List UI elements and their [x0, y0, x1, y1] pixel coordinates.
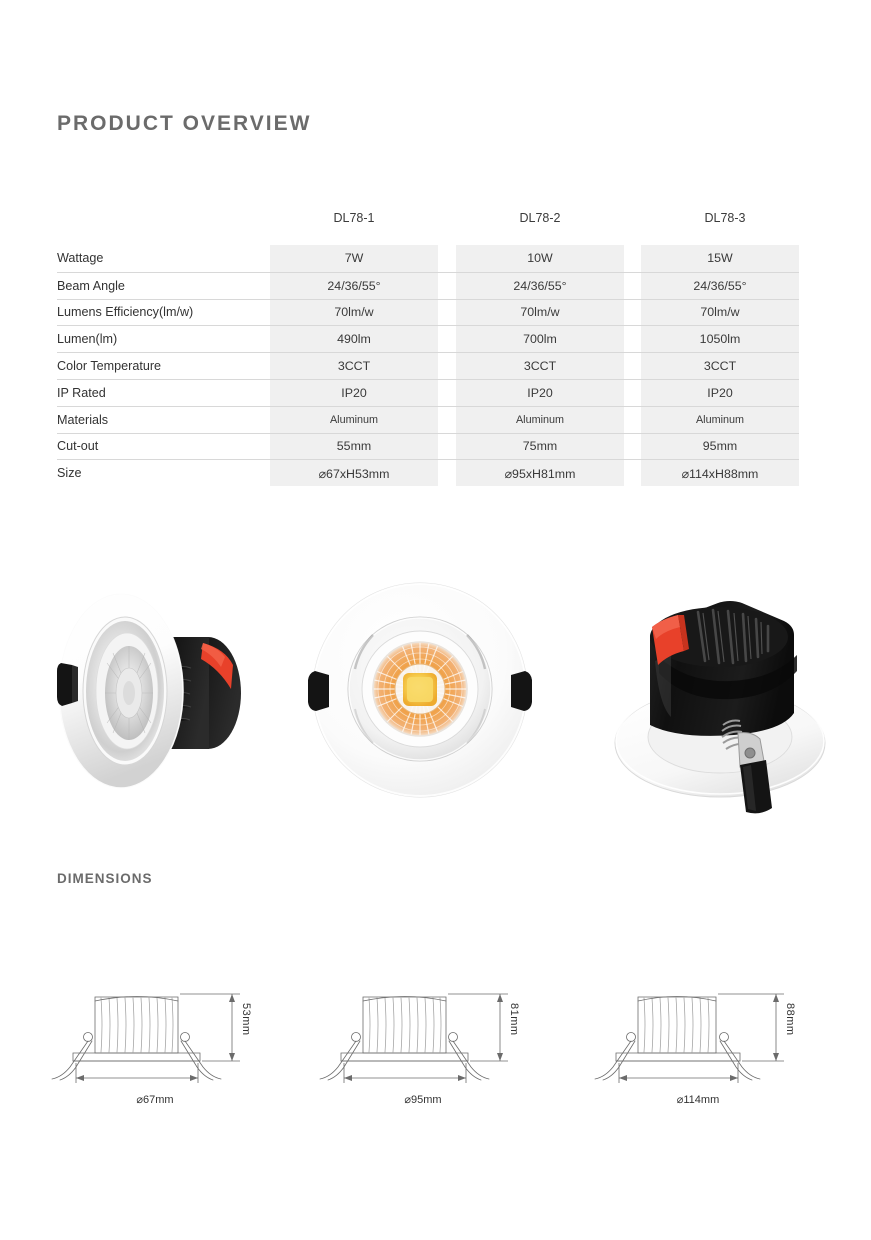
product-image-dl78-1 — [45, 565, 285, 815]
row-value-dl78-3: 1050lm — [641, 326, 799, 352]
product-image-dl78-2 — [285, 565, 555, 815]
table-column-headers — [57, 207, 799, 245]
spring-clip-left — [308, 671, 329, 711]
dimension-height-label: 81mm — [508, 1003, 520, 1036]
row-value-dl78-3: 24/36/55° — [641, 273, 799, 299]
row-value-dl78-3: 15W — [641, 245, 799, 272]
row-value-dl78-1: IP20 — [270, 380, 438, 406]
row-value-dl78-2: 75mm — [456, 434, 624, 460]
dimension-drawing-dl78-2 — [308, 975, 558, 1135]
table-row — [57, 352, 799, 379]
dimension-height-label: 53mm — [240, 1003, 252, 1036]
row-value-dl78-1: 70lm/w — [270, 300, 438, 326]
column-header-dl78-2: DL78-2 — [519, 211, 561, 225]
row-label: Beam Angle — [57, 278, 125, 293]
spring-clip-right — [511, 671, 532, 711]
row-label: Lumen(lm) — [57, 332, 118, 347]
row-label: Size — [57, 466, 82, 481]
table-row — [57, 459, 799, 486]
table-row — [57, 406, 799, 433]
product-overview-heading: PRODUCT OVERVIEW — [57, 112, 312, 135]
row-value-dl78-2: 24/36/55° — [456, 273, 624, 299]
dimension-height-label: 88mm — [784, 1003, 796, 1036]
spring-clip — [57, 663, 78, 706]
row-value-dl78-2: 700lm — [456, 326, 624, 352]
dimension-diameter-label: ⌀114mm — [676, 1094, 720, 1106]
row-value-dl78-1: ⌀67xH53mm — [270, 460, 438, 486]
product-image-dl78-3 — [595, 565, 845, 830]
table-row — [57, 325, 799, 352]
row-label: Lumens Efficiency(lm/w) — [57, 305, 194, 320]
row-value-dl78-3: 95mm — [641, 434, 799, 460]
row-value-dl78-1: 7W — [270, 245, 438, 272]
dimensions-heading: DIMENSIONS — [57, 871, 153, 886]
row-value-dl78-3: 70lm/w — [641, 300, 799, 326]
row-value-dl78-3: IP20 — [641, 380, 799, 406]
row-value-dl78-2: 10W — [456, 245, 624, 272]
product-photo-row — [0, 565, 871, 830]
row-value-dl78-2: 3CCT — [456, 353, 624, 379]
row-value-dl78-2: ⌀95xH81mm — [456, 460, 624, 486]
dimension-diameter-label: ⌀95mm — [404, 1094, 442, 1106]
table-row — [57, 245, 799, 272]
row-value-dl78-2: Aluminum — [456, 407, 624, 433]
table-row — [57, 272, 799, 299]
row-label: Cut-out — [57, 439, 99, 454]
table-row — [57, 379, 799, 406]
table-body — [57, 245, 799, 486]
row-value-dl78-2: 70lm/w — [456, 300, 624, 326]
row-value-dl78-1: 3CCT — [270, 353, 438, 379]
row-label: Color Temperature — [57, 359, 162, 374]
row-label: IP Rated — [57, 385, 106, 400]
row-value-dl78-2: IP20 — [456, 380, 624, 406]
row-value-dl78-1: 55mm — [270, 434, 438, 460]
column-header-dl78-3: DL78-3 — [704, 211, 746, 225]
column-header-dl78-1: DL78-1 — [333, 211, 375, 225]
dimension-drawing-dl78-3 — [588, 975, 838, 1135]
table-row — [57, 299, 799, 326]
dimension-diameter-label: ⌀67mm — [136, 1094, 174, 1106]
dimension-drawing-dl78-1 — [40, 975, 290, 1135]
specification-table — [57, 207, 799, 486]
row-label: Wattage — [57, 251, 104, 266]
row-value-dl78-3: Aluminum — [641, 407, 799, 433]
dimension-drawing-row — [0, 975, 871, 1130]
table-row — [57, 433, 799, 460]
row-value-dl78-3: ⌀114xH88mm — [641, 460, 799, 486]
row-value-dl78-1: 24/36/55° — [270, 273, 438, 299]
row-value-dl78-3: 3CCT — [641, 353, 799, 379]
row-label: Materials — [57, 412, 109, 427]
row-value-dl78-1: Aluminum — [270, 407, 438, 433]
row-value-dl78-1: 490lm — [270, 326, 438, 352]
